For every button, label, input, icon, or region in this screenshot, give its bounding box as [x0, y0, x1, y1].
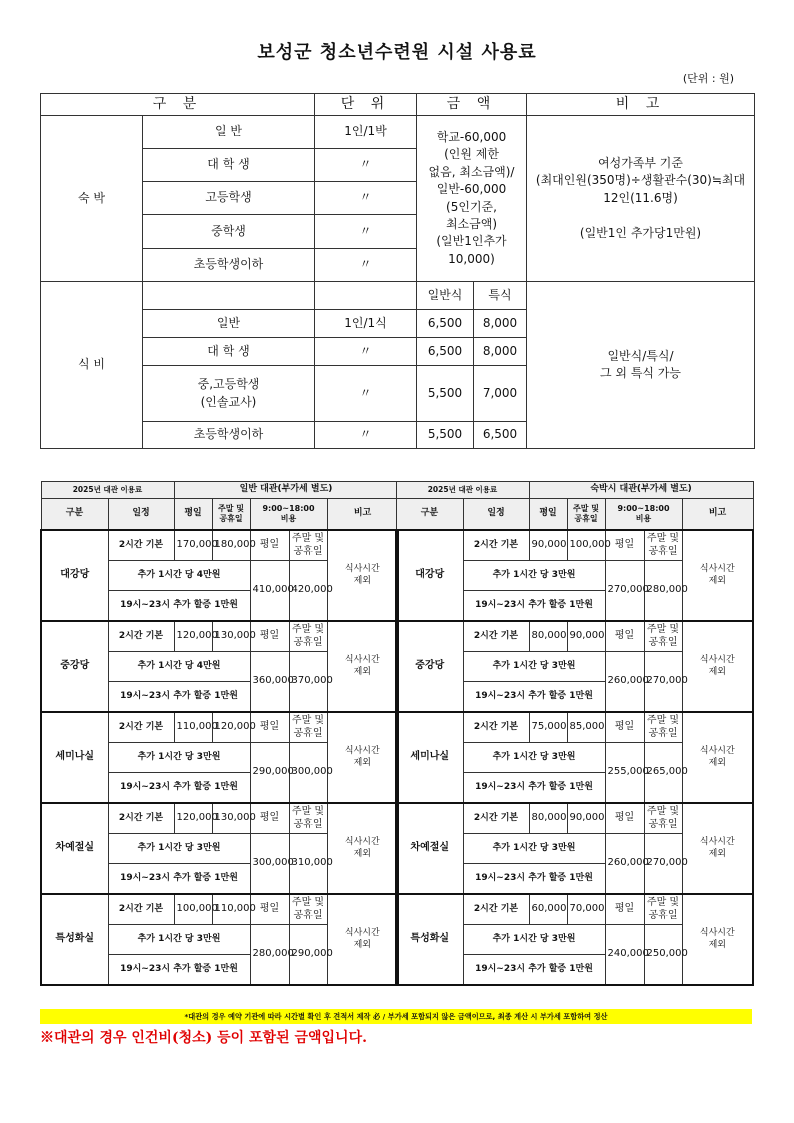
lodging-category: 숙 박 — [41, 116, 143, 282]
evening-surcharge: 19시~23시 추가 할증 1만원 — [108, 682, 250, 713]
lodging-row-label: 일 반 — [143, 116, 315, 149]
meals-row-regular: 6,500 — [417, 310, 474, 338]
rental-note: 식사시간 제외 — [682, 621, 753, 712]
meals-subheader-special: 특식 — [474, 282, 527, 310]
base-weekend-price: 180,000 — [212, 530, 250, 561]
extra-hour-rate: 추가 1시간 당 3만원 — [108, 925, 250, 955]
evening-surcharge: 19시~23시 추가 할증 1만원 — [463, 682, 605, 713]
meals-row-regular: 6,500 — [417, 338, 474, 366]
day-weekend-label: 주말 및 공휴일 — [644, 621, 682, 652]
base-weekday-price: 90,000 — [529, 530, 567, 561]
base-label: 2시간 기본 — [108, 712, 174, 743]
rental-table-lodging — [395, 481, 754, 986]
day-weekend-label: 주말 및 공휴일 — [289, 712, 327, 743]
day-weekend-price: 280,000 — [644, 561, 682, 622]
day-weekend-price: 270,000 — [644, 652, 682, 713]
meals-row-unit: 〃 — [315, 422, 417, 449]
base-label: 2시간 기본 — [108, 894, 174, 925]
header-note: 비고 — [682, 499, 753, 531]
evening-surcharge: 19시~23시 추가 할증 1만원 — [463, 773, 605, 804]
rental-title: 숙박시 대관(부가세 별도) — [529, 482, 753, 499]
base-weekday-price: 80,000 — [529, 621, 567, 652]
meals-note: 일반식/특식/ 그 외 특식 가능 — [527, 282, 755, 449]
base-weekday-price: 120,000 — [174, 621, 212, 652]
year-label: 2025년 대관 이용료 — [41, 482, 174, 499]
lodging-row-label: 대 학 생 — [143, 149, 315, 182]
header-weekday: 평일 — [174, 499, 212, 531]
base-label: 2시간 기본 — [463, 530, 529, 561]
extra-hour-rate: 추가 1시간 당 3만원 — [463, 834, 605, 864]
meals-row-unit: 〃 — [315, 338, 417, 366]
header-schedule: 일정 — [108, 499, 174, 531]
meals-row-label: 중,고등학생 (인솔교사) — [143, 366, 315, 422]
header-fullday: 9:00~18:00 비용 — [605, 499, 682, 531]
base-weekday-price: 80,000 — [529, 803, 567, 834]
day-weekday-label: 평일 — [605, 803, 644, 834]
meals-row-label: 대 학 생 — [143, 338, 315, 366]
rental-note: 식사시간 제외 — [327, 530, 398, 621]
day-weekday-label: 평일 — [250, 530, 289, 561]
day-weekday-price: 280,000 — [250, 925, 289, 986]
day-weekend-label: 주말 및 공휴일 — [289, 621, 327, 652]
header-weekend: 주말 및 공휴일 — [212, 499, 250, 531]
day-weekday-price: 290,000 — [250, 743, 289, 804]
lodging-row-unit: 1인/1박 — [315, 116, 417, 149]
day-weekend-label: 주말 및 공휴일 — [644, 894, 682, 925]
day-weekday-price: 360,000 — [250, 652, 289, 713]
room-name: 대강당 — [396, 530, 463, 621]
base-weekday-price: 75,000 — [529, 712, 567, 743]
year-label: 2025년 대관 이용료 — [396, 482, 529, 499]
unit-label: (단위 : 원) — [682, 72, 734, 85]
base-weekday-price: 60,000 — [529, 894, 567, 925]
room-name: 대강당 — [41, 530, 108, 621]
meals-subheader-regular: 일반식 — [417, 282, 474, 310]
extra-hour-rate: 추가 1시간 당 4만원 — [108, 652, 250, 682]
rental-note: 식사시간 제외 — [327, 803, 398, 894]
base-weekend-price: 100,000 — [567, 530, 605, 561]
meals-row-regular: 5,500 — [417, 366, 474, 422]
lodging-row-label: 초등학생이하 — [143, 249, 315, 282]
meals-row-special: 7,000 — [474, 366, 527, 422]
header-category: 구분 — [396, 499, 463, 531]
extra-hour-rate: 추가 1시간 당 3만원 — [108, 743, 250, 773]
day-weekday-label: 평일 — [250, 621, 289, 652]
rental-note: 식사시간 제외 — [682, 803, 753, 894]
day-weekday-label: 평일 — [605, 712, 644, 743]
day-weekend-price: 250,000 — [644, 925, 682, 986]
lodging-amount: 학교-60,000 (인원 제한 없음, 최소금액)/ 일반-60,000 (5인기준, 최소금액) (일반1인추가 10,000) — [417, 116, 527, 282]
day-weekday-label: 평일 — [250, 894, 289, 925]
room-name: 세미나실 — [396, 712, 463, 803]
lodging-row-unit: 〃 — [315, 182, 417, 215]
header-weekend: 주말 및 공휴일 — [567, 499, 605, 531]
day-weekday-label: 평일 — [250, 803, 289, 834]
day-weekday-price: 300,000 — [250, 834, 289, 895]
rental-note: 식사시간 제외 — [327, 621, 398, 712]
lodging-note: 여성가족부 기준 (최대인원(350명)÷생활관수(30)≒최대 12인(11.6명) (일반1인 추가당1만원) — [527, 116, 755, 282]
base-weekend-price: 90,000 — [567, 621, 605, 652]
room-name: 중강당 — [41, 621, 108, 712]
lodging-row-unit: 〃 — [315, 249, 417, 282]
rental-table-general — [40, 481, 399, 986]
base-weekday-price: 120,000 — [174, 803, 212, 834]
base-weekend-price: 110,000 — [212, 894, 250, 925]
meals-blank-cell — [143, 282, 315, 310]
room-name: 차예절실 — [41, 803, 108, 894]
header-note: 비고 — [327, 499, 398, 531]
evening-surcharge: 19시~23시 추가 할증 1만원 — [463, 955, 605, 986]
base-label: 2시간 기본 — [108, 803, 174, 834]
extra-hour-rate: 추가 1시간 당 3만원 — [463, 925, 605, 955]
day-weekend-label: 주말 및 공휴일 — [644, 712, 682, 743]
meals-category: 식 비 — [41, 282, 143, 449]
lodging-row-label: 고등학생 — [143, 182, 315, 215]
header-unit: 단 위 — [315, 94, 417, 116]
base-weekend-price: 120,000 — [212, 712, 250, 743]
day-weekend-price: 300,000 — [289, 743, 327, 804]
base-weekend-price: 90,000 — [567, 803, 605, 834]
day-weekend-price: 265,000 — [644, 743, 682, 804]
page-title: 보성군 청소년수련원 시설 사용료 — [257, 42, 537, 63]
room-name: 세미나실 — [41, 712, 108, 803]
rental-note: 식사시간 제외 — [327, 894, 398, 985]
base-weekend-price: 85,000 — [567, 712, 605, 743]
header-schedule: 일정 — [463, 499, 529, 531]
base-weekday-price: 170,000 — [174, 530, 212, 561]
meals-row-special: 8,000 — [474, 310, 527, 338]
day-weekday-price: 260,000 — [605, 652, 644, 713]
extra-hour-rate: 추가 1시간 당 4만원 — [108, 561, 250, 591]
day-weekend-label: 주말 및 공휴일 — [644, 803, 682, 834]
header-category: 구분 — [41, 499, 108, 531]
lodging-row-unit: 〃 — [315, 149, 417, 182]
day-weekday-label: 평일 — [605, 530, 644, 561]
base-label: 2시간 기본 — [463, 894, 529, 925]
meals-row-label: 초등학생이하 — [143, 422, 315, 449]
footer-note: ※대관의 경우 인건비(청소) 등이 포함된 금액입니다. — [40, 1030, 367, 1046]
day-weekend-label: 주말 및 공휴일 — [289, 803, 327, 834]
base-weekend-price: 70,000 — [567, 894, 605, 925]
rental-note: 식사시간 제외 — [682, 530, 753, 621]
day-weekend-label: 주말 및 공휴일 — [644, 530, 682, 561]
header-fullday: 9:00~18:00 비용 — [250, 499, 327, 531]
room-name: 차예절실 — [396, 803, 463, 894]
day-weekend-price: 420,000 — [289, 561, 327, 622]
evening-surcharge: 19시~23시 추가 할증 1만원 — [108, 591, 250, 622]
day-weekend-price: 310,000 — [289, 834, 327, 895]
header-category: 구 분 — [41, 94, 315, 116]
day-weekday-label: 평일 — [250, 712, 289, 743]
meals-row-special: 6,500 — [474, 422, 527, 449]
extra-hour-rate: 추가 1시간 당 3만원 — [463, 652, 605, 682]
header-weekday: 평일 — [529, 499, 567, 531]
room-name: 특성화실 — [396, 894, 463, 985]
extra-hour-rate: 추가 1시간 당 3만원 — [463, 743, 605, 773]
day-weekend-price: 290,000 — [289, 925, 327, 986]
rental-note: 식사시간 제외 — [682, 894, 753, 985]
header-note: 비 고 — [527, 94, 755, 116]
day-weekend-label: 주말 및 공휴일 — [289, 894, 327, 925]
notice-banner: *대관의 경우 예약 기관에 따라 시간별 확인 후 견적서 제작 必 / 부가세 포함되지 않은 금액이므로, 최종 계산 시 부가세 포함하여 정산 — [40, 1009, 752, 1024]
lodging-row-unit: 〃 — [315, 215, 417, 249]
base-weekday-price: 100,000 — [174, 894, 212, 925]
room-name: 특성화실 — [41, 894, 108, 985]
day-weekday-price: 270,000 — [605, 561, 644, 622]
day-weekend-price: 270,000 — [644, 834, 682, 895]
meals-row-unit: 1인/1식 — [315, 310, 417, 338]
meals-row-unit: 〃 — [315, 366, 417, 422]
day-weekend-label: 주말 및 공휴일 — [289, 530, 327, 561]
rental-title: 일반 대관(부가세 별도) — [174, 482, 398, 499]
day-weekday-price: 260,000 — [605, 834, 644, 895]
meals-row-label: 일반 — [143, 310, 315, 338]
base-label: 2시간 기본 — [463, 712, 529, 743]
base-weekday-price: 110,000 — [174, 712, 212, 743]
base-weekend-price: 130,000 — [212, 803, 250, 834]
meals-blank-cell — [315, 282, 417, 310]
day-weekend-price: 370,000 — [289, 652, 327, 713]
evening-surcharge: 19시~23시 추가 할증 1만원 — [108, 955, 250, 986]
base-label: 2시간 기본 — [463, 803, 529, 834]
day-weekday-price: 240,000 — [605, 925, 644, 986]
header-amount: 금 액 — [417, 94, 527, 116]
base-weekend-price: 130,000 — [212, 621, 250, 652]
facility-fee-table — [40, 93, 755, 449]
meals-row-regular: 5,500 — [417, 422, 474, 449]
evening-surcharge: 19시~23시 추가 할증 1만원 — [108, 773, 250, 804]
day-weekday-label: 평일 — [605, 894, 644, 925]
evening-surcharge: 19시~23시 추가 할증 1만원 — [463, 591, 605, 622]
rental-note: 식사시간 제외 — [327, 712, 398, 803]
extra-hour-rate: 추가 1시간 당 3만원 — [463, 561, 605, 591]
day-weekday-price: 410,000 — [250, 561, 289, 622]
evening-surcharge: 19시~23시 추가 할증 1만원 — [108, 864, 250, 895]
base-label: 2시간 기본 — [108, 530, 174, 561]
base-label: 2시간 기본 — [463, 621, 529, 652]
extra-hour-rate: 추가 1시간 당 3만원 — [108, 834, 250, 864]
room-name: 중강당 — [396, 621, 463, 712]
rental-note: 식사시간 제외 — [682, 712, 753, 803]
evening-surcharge: 19시~23시 추가 할증 1만원 — [463, 864, 605, 895]
day-weekday-price: 255,000 — [605, 743, 644, 804]
lodging-row-label: 중학생 — [143, 215, 315, 249]
meals-row-special: 8,000 — [474, 338, 527, 366]
base-label: 2시간 기본 — [108, 621, 174, 652]
day-weekday-label: 평일 — [605, 621, 644, 652]
